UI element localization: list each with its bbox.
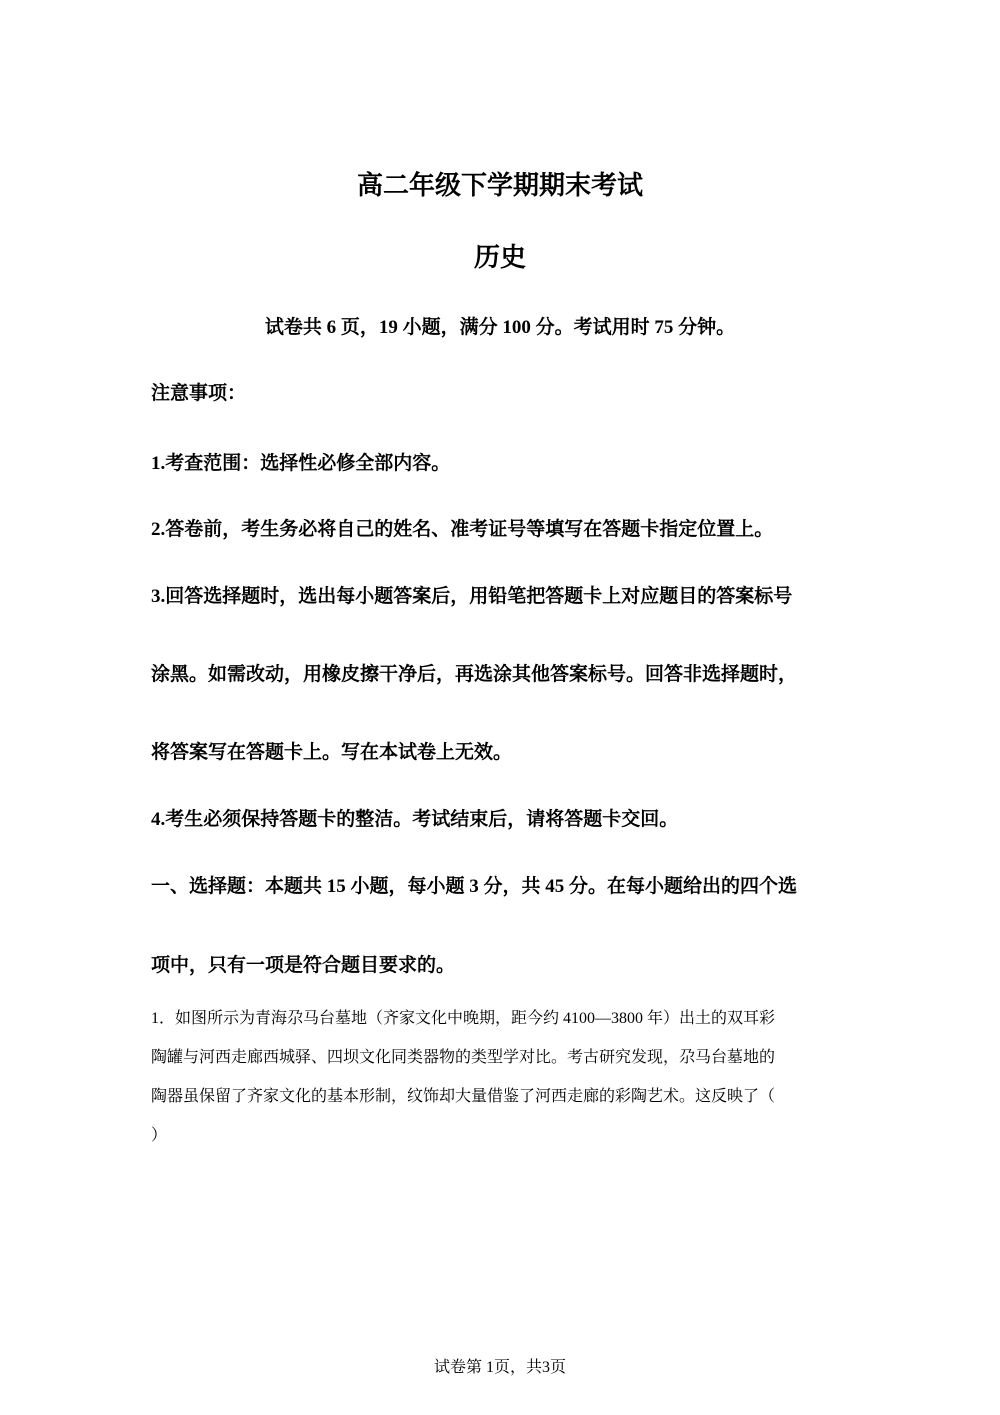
section-heading-line-2: 项中，只有一项是符合题目要求的。 <box>151 955 456 976</box>
notice-item-3-line-2: 涂黑。如需改动，用橡皮擦干净后，再选涂其他答案标号。回答非选择题时， <box>151 664 798 685</box>
question-1-line-1: 1．如图所示为青海尕马台墓地（齐家文化中晚期，距今约 4100—3800 年）出土的双耳彩 <box>151 1010 776 1027</box>
section-heading-line-1: 一、选择题：本题共 15 小题，每小题 3 分，共 45 分。在每小题给出的四个选 <box>151 876 798 897</box>
notice-item-3-line-3: 将答案写在答题卡上。写在本试卷上无效。 <box>151 742 513 763</box>
question-1-line-4: ） <box>151 1127 168 1144</box>
notice-item-2: 2.答卷前，考生务必将自己的姓名、准考证号等填写在答题卡指定位置上。 <box>151 519 774 540</box>
notice-item-1: 1.考查范围：选择性必修全部内容。 <box>151 453 451 474</box>
notice-item-3-line-1: 3.回答选择题时，选出每小题答案后，用铅笔把答题卡上对应题目的答案标号 <box>151 586 793 607</box>
page-footer: 试卷第 1页，共3页 <box>433 1359 566 1376</box>
page-title: 高二年级下学期期末考试 <box>356 171 643 200</box>
subject-title: 历史 <box>473 243 526 272</box>
exam-info: 试卷共 6 页，19 小题，满分 100 分。考试用时 75 分钟。 <box>264 317 736 338</box>
question-1-line-2: 陶罐与河西走廊西城驿、四坝文化同类器物的类型学对比。考古研究发现，尕马台墓地的 <box>151 1049 776 1066</box>
notice-item-4: 4.考生必须保持答题卡的整洁。考试结束后，请将答题卡交回。 <box>151 809 679 830</box>
question-1-line-3: 陶器虽保留了齐家文化的基本形制，纹饰却大量借鉴了河西走廊的彩陶艺术。这反映了（ <box>151 1088 776 1105</box>
notice-heading: 注意事项： <box>151 383 247 404</box>
